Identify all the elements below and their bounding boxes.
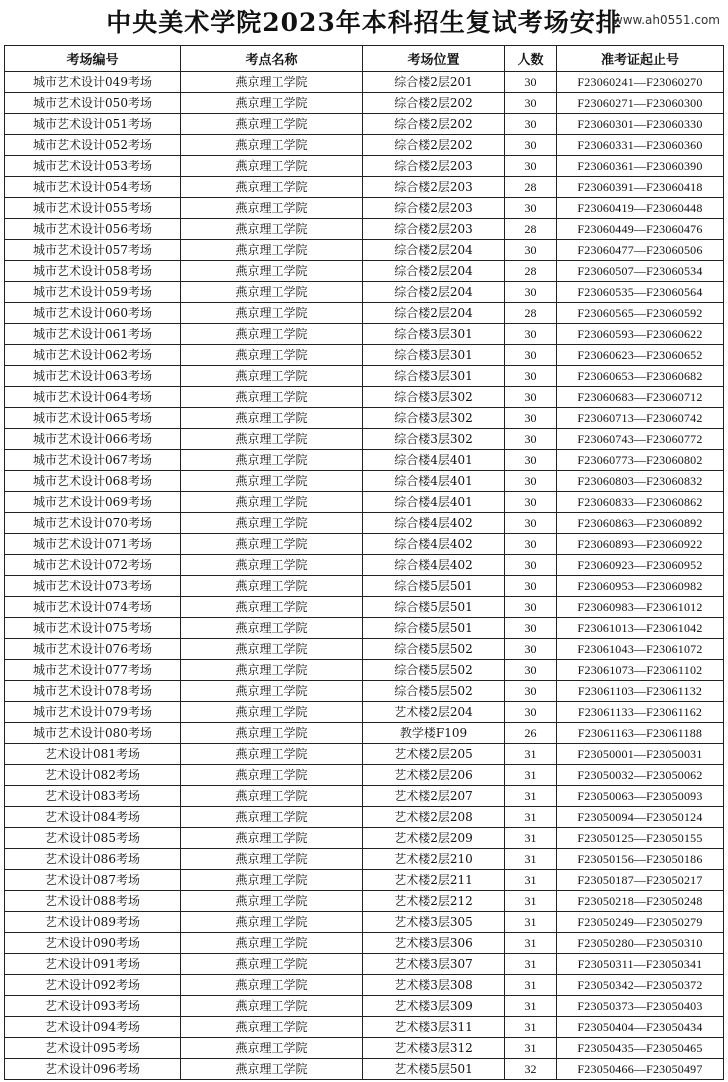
table-row [5, 177, 724, 198]
page-title: 中央美术学院2023年本科招生复试考场安排 [106, 8, 622, 37]
table-row [5, 618, 724, 639]
room-id-cell: 艺术设计086考场 [5, 849, 181, 870]
location-cell: 综合楼4层402 [363, 555, 505, 576]
room-id-cell: 城市艺术设计070考场 [5, 513, 181, 534]
table-row [5, 156, 724, 177]
room-id-cell: 艺术设计083考场 [5, 786, 181, 807]
room-id-cell: 艺术设计092考场 [5, 975, 181, 996]
site-name-cell: 燕京理工学院 [181, 261, 363, 282]
count-cell: 26 [505, 723, 557, 744]
table-row [5, 954, 724, 975]
site-name-cell: 燕京理工学院 [181, 891, 363, 912]
count-cell: 31 [505, 786, 557, 807]
ticket-range-cell: F23060477—F23060506 [557, 240, 724, 261]
room-id-cell: 城市艺术设计066考场 [5, 429, 181, 450]
room-id-cell: 艺术设计082考场 [5, 765, 181, 786]
room-id-cell: 城市艺术设计057考场 [5, 240, 181, 261]
count-cell: 30 [505, 345, 557, 366]
table-row [5, 1059, 724, 1080]
count-cell: 30 [505, 408, 557, 429]
ticket-range-cell: F23060391—F23060418 [557, 177, 724, 198]
ticket-range-cell: F23050001—F23050031 [557, 744, 724, 765]
location-cell: 综合楼3层301 [363, 345, 505, 366]
location-cell: 综合楼4层402 [363, 513, 505, 534]
table-row [5, 366, 724, 387]
location-cell: 综合楼2层204 [363, 303, 505, 324]
location-cell: 综合楼2层203 [363, 177, 505, 198]
header-ticket-range: 准考证起止号 [557, 46, 724, 72]
room-id-cell: 城市艺术设计054考场 [5, 177, 181, 198]
location-cell: 艺术楼3层306 [363, 933, 505, 954]
count-cell: 30 [505, 492, 557, 513]
room-id-cell: 城市艺术设计050考场 [5, 93, 181, 114]
ticket-range-cell: F23060623—F23060652 [557, 345, 724, 366]
site-name-cell: 燕京理工学院 [181, 513, 363, 534]
room-id-cell: 城市艺术设计064考场 [5, 387, 181, 408]
table-row [5, 72, 724, 93]
table-row [5, 597, 724, 618]
room-id-cell: 城市艺术设计053考场 [5, 156, 181, 177]
location-cell: 艺术楼2层211 [363, 870, 505, 891]
count-cell: 30 [505, 198, 557, 219]
table-row [5, 471, 724, 492]
location-cell: 综合楼2层202 [363, 93, 505, 114]
count-cell: 30 [505, 639, 557, 660]
watermark-url: www.ah0551.com [612, 13, 720, 27]
room-id-cell: 城市艺术设计067考场 [5, 450, 181, 471]
count-cell: 31 [505, 975, 557, 996]
site-name-cell: 燕京理工学院 [181, 618, 363, 639]
table-row [5, 324, 724, 345]
location-cell: 综合楼4层401 [363, 492, 505, 513]
ticket-range-cell: F23050063—F23050093 [557, 786, 724, 807]
count-cell: 30 [505, 156, 557, 177]
count-cell: 30 [505, 597, 557, 618]
site-name-cell: 燕京理工学院 [181, 429, 363, 450]
site-name-cell: 燕京理工学院 [181, 219, 363, 240]
count-cell: 30 [505, 576, 557, 597]
site-name-cell: 燕京理工学院 [181, 408, 363, 429]
room-id-cell: 城市艺术设计063考场 [5, 366, 181, 387]
table-row [5, 660, 724, 681]
ticket-range-cell: F23050125—F23050155 [557, 828, 724, 849]
count-cell: 31 [505, 744, 557, 765]
location-cell: 综合楼3层302 [363, 429, 505, 450]
header-room-id: 考场编号 [5, 46, 181, 72]
location-cell: 综合楼2层203 [363, 156, 505, 177]
location-cell: 艺术楼2层207 [363, 786, 505, 807]
site-name-cell: 燕京理工学院 [181, 366, 363, 387]
site-name-cell: 燕京理工学院 [181, 198, 363, 219]
site-name-cell: 燕京理工学院 [181, 555, 363, 576]
ticket-range-cell: F23050187—F23050217 [557, 870, 724, 891]
ticket-range-cell: F23060593—F23060622 [557, 324, 724, 345]
location-cell: 综合楼5层502 [363, 681, 505, 702]
table-row [5, 450, 724, 471]
site-name-cell: 燕京理工学院 [181, 240, 363, 261]
location-cell: 艺术楼2层212 [363, 891, 505, 912]
room-id-cell: 城市艺术设计073考场 [5, 576, 181, 597]
ticket-range-cell: F23060535—F23060564 [557, 282, 724, 303]
table-row [5, 870, 724, 891]
ticket-range-cell: F23060301—F23060330 [557, 114, 724, 135]
site-name-cell: 燕京理工学院 [181, 765, 363, 786]
location-cell: 综合楼5层502 [363, 660, 505, 681]
site-name-cell: 燕京理工学院 [181, 72, 363, 93]
room-id-cell: 艺术设计094考场 [5, 1017, 181, 1038]
count-cell: 31 [505, 954, 557, 975]
table-row [5, 576, 724, 597]
count-cell: 30 [505, 324, 557, 345]
count-cell: 28 [505, 303, 557, 324]
location-cell: 综合楼3层301 [363, 366, 505, 387]
ticket-range-cell: F23050032—F23050062 [557, 765, 724, 786]
exam-room-table [4, 45, 724, 1080]
count-cell: 31 [505, 1038, 557, 1059]
count-cell: 31 [505, 765, 557, 786]
site-name-cell: 燕京理工学院 [181, 744, 363, 765]
site-name-cell: 燕京理工学院 [181, 1017, 363, 1038]
count-cell: 31 [505, 996, 557, 1017]
table-row [5, 996, 724, 1017]
ticket-range-cell: F23060419—F23060448 [557, 198, 724, 219]
ticket-range-cell: F23060361—F23060390 [557, 156, 724, 177]
table-row [5, 93, 724, 114]
room-id-cell: 城市艺术设计078考场 [5, 681, 181, 702]
count-cell: 30 [505, 513, 557, 534]
site-name-cell: 燕京理工学院 [181, 933, 363, 954]
site-name-cell: 燕京理工学院 [181, 303, 363, 324]
table-row [5, 282, 724, 303]
site-name-cell: 燕京理工学院 [181, 723, 363, 744]
site-name-cell: 燕京理工学院 [181, 282, 363, 303]
table-row [5, 681, 724, 702]
header-count: 人数 [505, 46, 557, 72]
room-id-cell: 城市艺术设计069考场 [5, 492, 181, 513]
location-cell: 综合楼3层302 [363, 408, 505, 429]
table-row [5, 387, 724, 408]
location-cell: 综合楼2层204 [363, 240, 505, 261]
room-id-cell: 城市艺术设计077考场 [5, 660, 181, 681]
room-id-cell: 城市艺术设计052考场 [5, 135, 181, 156]
ticket-range-cell: F23050311—F23050341 [557, 954, 724, 975]
ticket-range-cell: F23060507—F23060534 [557, 261, 724, 282]
site-name-cell: 燕京理工学院 [181, 849, 363, 870]
room-id-cell: 城市艺术设计055考场 [5, 198, 181, 219]
ticket-range-cell: F23060923—F23060952 [557, 555, 724, 576]
location-cell: 艺术楼3层309 [363, 996, 505, 1017]
table-row [5, 534, 724, 555]
room-id-cell: 艺术设计090考场 [5, 933, 181, 954]
site-name-cell: 燕京理工学院 [181, 870, 363, 891]
count-cell: 30 [505, 72, 557, 93]
ticket-range-cell: F23050373—F23050403 [557, 996, 724, 1017]
location-cell: 艺术楼3层311 [363, 1017, 505, 1038]
count-cell: 30 [505, 282, 557, 303]
table-row [5, 744, 724, 765]
ticket-range-cell: F23060241—F23060270 [557, 72, 724, 93]
site-name-cell: 燕京理工学院 [181, 660, 363, 681]
count-cell: 30 [505, 366, 557, 387]
table-row [5, 135, 724, 156]
site-name-cell: 燕京理工学院 [181, 975, 363, 996]
room-id-cell: 城市艺术设计051考场 [5, 114, 181, 135]
site-name-cell: 燕京理工学院 [181, 450, 363, 471]
location-cell: 综合楼2层204 [363, 282, 505, 303]
table-row [5, 723, 724, 744]
location-cell: 综合楼2层201 [363, 72, 505, 93]
site-name-cell: 燕京理工学院 [181, 492, 363, 513]
count-cell: 30 [505, 429, 557, 450]
table-row [5, 1017, 724, 1038]
room-id-cell: 艺术设计087考场 [5, 870, 181, 891]
ticket-range-cell: F23060449—F23060476 [557, 219, 724, 240]
location-cell: 综合楼2层204 [363, 261, 505, 282]
count-cell: 31 [505, 807, 557, 828]
room-id-cell: 城市艺术设计060考场 [5, 303, 181, 324]
ticket-range-cell: F23060653—F23060682 [557, 366, 724, 387]
room-id-cell: 艺术设计089考场 [5, 912, 181, 933]
table-row [5, 513, 724, 534]
count-cell: 30 [505, 471, 557, 492]
room-id-cell: 城市艺术设计065考场 [5, 408, 181, 429]
ticket-range-cell: F23050404—F23050434 [557, 1017, 724, 1038]
room-id-cell: 艺术设计081考场 [5, 744, 181, 765]
table-row [5, 891, 724, 912]
room-id-cell: 城市艺术设计056考场 [5, 219, 181, 240]
location-cell: 艺术楼5层501 [363, 1059, 505, 1080]
location-cell: 艺术楼2层204 [363, 702, 505, 723]
count-cell: 30 [505, 135, 557, 156]
room-id-cell: 城市艺术设计072考场 [5, 555, 181, 576]
location-cell: 综合楼5层501 [363, 576, 505, 597]
table-row [5, 429, 724, 450]
ticket-range-cell: F23050435—F23050465 [557, 1038, 724, 1059]
room-id-cell: 艺术设计096考场 [5, 1059, 181, 1080]
count-cell: 28 [505, 177, 557, 198]
site-name-cell: 燕京理工学院 [181, 1038, 363, 1059]
room-id-cell: 城市艺术设计071考场 [5, 534, 181, 555]
count-cell: 30 [505, 387, 557, 408]
count-cell: 30 [505, 534, 557, 555]
site-name-cell: 燕京理工学院 [181, 954, 363, 975]
count-cell: 30 [505, 702, 557, 723]
location-cell: 艺术楼3层308 [363, 975, 505, 996]
ticket-range-cell: F23050466—F23050497 [557, 1059, 724, 1080]
count-cell: 30 [505, 618, 557, 639]
site-name-cell: 燕京理工学院 [181, 114, 363, 135]
room-id-cell: 艺术设计088考场 [5, 891, 181, 912]
ticket-range-cell: F23060773—F23060802 [557, 450, 724, 471]
location-cell: 艺术楼2层210 [363, 849, 505, 870]
ticket-range-cell: F23060743—F23060772 [557, 429, 724, 450]
count-cell: 31 [505, 891, 557, 912]
room-id-cell: 城市艺术设计076考场 [5, 639, 181, 660]
ticket-range-cell: F23050218—F23050248 [557, 891, 724, 912]
ticket-range-cell: F23050249—F23050279 [557, 912, 724, 933]
ticket-range-cell: F23061043—F23061072 [557, 639, 724, 660]
table-row [5, 345, 724, 366]
count-cell: 31 [505, 849, 557, 870]
ticket-range-cell: F23060893—F23060922 [557, 534, 724, 555]
location-cell: 艺术楼3层305 [363, 912, 505, 933]
ticket-range-cell: F23060833—F23060862 [557, 492, 724, 513]
room-id-cell: 艺术设计095考场 [5, 1038, 181, 1059]
location-cell: 艺术楼2层206 [363, 765, 505, 786]
ticket-range-cell: F23060331—F23060360 [557, 135, 724, 156]
room-id-cell: 城市艺术设计075考场 [5, 618, 181, 639]
room-id-cell: 城市艺术设计058考场 [5, 261, 181, 282]
site-name-cell: 燕京理工学院 [181, 135, 363, 156]
site-name-cell: 燕京理工学院 [181, 1059, 363, 1080]
count-cell: 31 [505, 870, 557, 891]
ticket-range-cell: F23060863—F23060892 [557, 513, 724, 534]
count-cell: 30 [505, 660, 557, 681]
location-cell: 综合楼3层302 [363, 387, 505, 408]
room-id-cell: 城市艺术设计079考场 [5, 702, 181, 723]
site-name-cell: 燕京理工学院 [181, 387, 363, 408]
location-cell: 艺术楼3层312 [363, 1038, 505, 1059]
site-name-cell: 燕京理工学院 [181, 156, 363, 177]
table-header-row [5, 46, 724, 72]
site-name-cell: 燕京理工学院 [181, 534, 363, 555]
location-cell: 综合楼2层202 [363, 135, 505, 156]
site-name-cell: 燕京理工学院 [181, 576, 363, 597]
site-name-cell: 燕京理工学院 [181, 681, 363, 702]
room-id-cell: 城市艺术设计062考场 [5, 345, 181, 366]
count-cell: 30 [505, 450, 557, 471]
ticket-range-cell: F23060983—F23061012 [557, 597, 724, 618]
ticket-range-cell: F23061073—F23061102 [557, 660, 724, 681]
site-name-cell: 燕京理工学院 [181, 702, 363, 723]
header-location: 考场位置 [363, 46, 505, 72]
location-cell: 艺术楼3层307 [363, 954, 505, 975]
table-body [5, 72, 724, 1080]
table-row [5, 786, 724, 807]
location-cell: 教学楼F109 [363, 723, 505, 744]
site-name-cell: 燕京理工学院 [181, 807, 363, 828]
table-row [5, 702, 724, 723]
count-cell: 28 [505, 261, 557, 282]
room-id-cell: 城市艺术设计068考场 [5, 471, 181, 492]
table-row [5, 849, 724, 870]
site-name-cell: 燕京理工学院 [181, 177, 363, 198]
ticket-range-cell: F23060271—F23060300 [557, 93, 724, 114]
ticket-range-cell: F23050094—F23050124 [557, 807, 724, 828]
ticket-range-cell: F23050156—F23050186 [557, 849, 724, 870]
location-cell: 综合楼4层401 [363, 450, 505, 471]
room-id-cell: 城市艺术设计061考场 [5, 324, 181, 345]
table-row [5, 408, 724, 429]
ticket-range-cell: F23061013—F23061042 [557, 618, 724, 639]
ticket-range-cell: F23060683—F23060712 [557, 387, 724, 408]
table-row [5, 219, 724, 240]
site-name-cell: 燕京理工学院 [181, 597, 363, 618]
site-name-cell: 燕京理工学院 [181, 828, 363, 849]
location-cell: 综合楼2层203 [363, 198, 505, 219]
site-name-cell: 燕京理工学院 [181, 639, 363, 660]
table-row [5, 240, 724, 261]
table-row [5, 1038, 724, 1059]
header-site-name: 考点名称 [181, 46, 363, 72]
table-row [5, 198, 724, 219]
count-cell: 31 [505, 933, 557, 954]
count-cell: 30 [505, 681, 557, 702]
count-cell: 31 [505, 1017, 557, 1038]
ticket-range-cell: F23060803—F23060832 [557, 471, 724, 492]
site-name-cell: 燕京理工学院 [181, 93, 363, 114]
room-id-cell: 城市艺术设计059考场 [5, 282, 181, 303]
table-row [5, 114, 724, 135]
count-cell: 31 [505, 912, 557, 933]
count-cell: 32 [505, 1059, 557, 1080]
site-name-cell: 燕京理工学院 [181, 996, 363, 1017]
ticket-range-cell: F23050280—F23050310 [557, 933, 724, 954]
site-name-cell: 燕京理工学院 [181, 786, 363, 807]
location-cell: 综合楼3层301 [363, 324, 505, 345]
site-name-cell: 燕京理工学院 [181, 345, 363, 366]
table-row [5, 828, 724, 849]
count-cell: 30 [505, 93, 557, 114]
table-row [5, 303, 724, 324]
ticket-range-cell: F23061163—F23061188 [557, 723, 724, 744]
ticket-range-cell: F23050342—F23050372 [557, 975, 724, 996]
table-row [5, 261, 724, 282]
ticket-range-cell: F23060953—F23060982 [557, 576, 724, 597]
room-id-cell: 艺术设计091考场 [5, 954, 181, 975]
table-row [5, 555, 724, 576]
location-cell: 综合楼5层502 [363, 639, 505, 660]
room-id-cell: 艺术设计093考场 [5, 996, 181, 1017]
location-cell: 综合楼5层501 [363, 597, 505, 618]
site-name-cell: 燕京理工学院 [181, 912, 363, 933]
location-cell: 艺术楼2层205 [363, 744, 505, 765]
table-row [5, 975, 724, 996]
count-cell: 28 [505, 219, 557, 240]
table-row [5, 912, 724, 933]
ticket-range-cell: F23061133—F23061162 [557, 702, 724, 723]
site-name-cell: 燕京理工学院 [181, 324, 363, 345]
room-id-cell: 城市艺术设计049考场 [5, 72, 181, 93]
ticket-range-cell: F23060713—F23060742 [557, 408, 724, 429]
location-cell: 综合楼2层202 [363, 114, 505, 135]
location-cell: 综合楼2层203 [363, 219, 505, 240]
room-id-cell: 艺术设计085考场 [5, 828, 181, 849]
location-cell: 综合楼4层402 [363, 534, 505, 555]
room-id-cell: 城市艺术设计080考场 [5, 723, 181, 744]
table-row [5, 765, 724, 786]
ticket-range-cell: F23061103—F23061132 [557, 681, 724, 702]
count-cell: 30 [505, 240, 557, 261]
location-cell: 艺术楼2层209 [363, 828, 505, 849]
ticket-range-cell: F23060565—F23060592 [557, 303, 724, 324]
count-cell: 30 [505, 114, 557, 135]
count-cell: 31 [505, 828, 557, 849]
location-cell: 综合楼5层501 [363, 618, 505, 639]
table-row [5, 492, 724, 513]
table-row [5, 639, 724, 660]
room-id-cell: 艺术设计084考场 [5, 807, 181, 828]
site-name-cell: 燕京理工学院 [181, 471, 363, 492]
count-cell: 30 [505, 555, 557, 576]
location-cell: 综合楼4层401 [363, 471, 505, 492]
table-row [5, 807, 724, 828]
location-cell: 艺术楼2层208 [363, 807, 505, 828]
room-id-cell: 城市艺术设计074考场 [5, 597, 181, 618]
table-row [5, 933, 724, 954]
